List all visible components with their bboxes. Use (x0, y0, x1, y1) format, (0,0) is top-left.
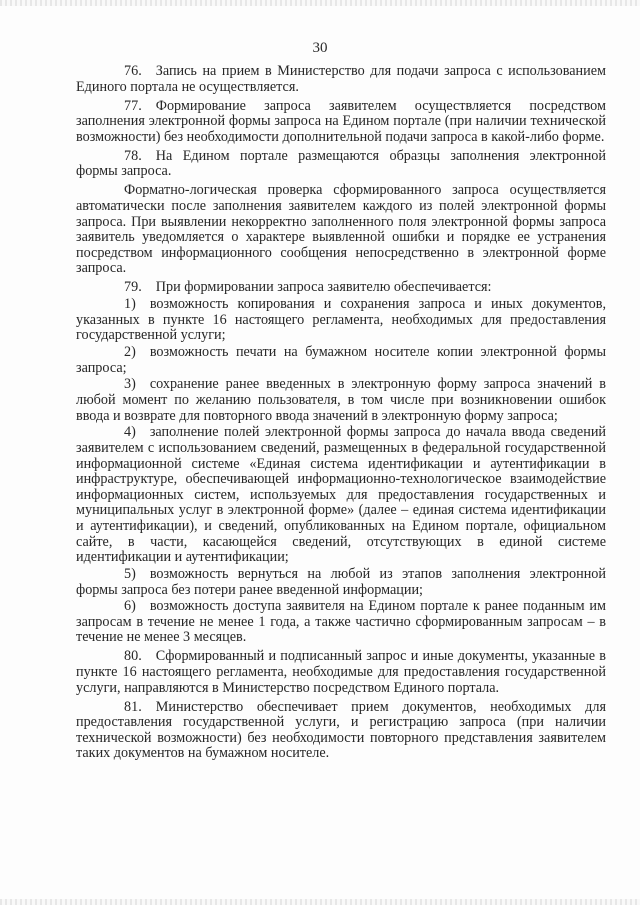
list-item-number: 5) (124, 565, 136, 582)
paragraph-number: 80. (124, 648, 142, 665)
paragraph-text: На Едином портале размещаются образцы заполнения электронной формы запроса. (76, 147, 606, 180)
list-item-2 (76, 345, 606, 376)
list-item-3 (76, 377, 606, 424)
list-item-number: 6) (124, 598, 136, 615)
list-item-text: возможность копирования и сохранения запроса и иных документов, указанных в пункте 16 настоящего регламента, необходимых для предоставления государственной услуги; (76, 296, 606, 344)
list-item-1 (76, 297, 606, 344)
paragraph-number: 79. (124, 279, 142, 296)
paragraph-text: Сформированный и подписанный запрос и иные документы, указанные в пункте 16 настоящего регламента, необходимые для предоставления государственной услуги, направляются в Министерство посредством Единого портала. (76, 648, 606, 696)
document-body (76, 64, 606, 765)
paragraph-text: При формировании запроса заявителю обеспечивается: (155, 279, 492, 296)
scan-edge-top (0, 0, 640, 6)
paragraph-text: Запись на прием в Министерство для подачи запроса с использованием Единого портала не осуществляется. (76, 63, 606, 95)
page-number: 30 (312, 40, 328, 56)
list-item-text: сохранение ранее введенных в электронную форму запроса значений в любой момент по желанию пользователя, в том числе при возникновении ошибок ввода и возврате для повторного ввода значений в электронную форму запроса; (76, 376, 606, 424)
paragraph-76 (76, 64, 606, 95)
paragraph-81 (76, 700, 606, 762)
paragraph-format-check (76, 183, 606, 277)
list-item-text: заполнение полей электронной формы запроса до начала ввода сведений заявителем с использованием сведений, размещенных в федеральной государственной информационной системе «Единая система идентификации и аутентификации в инфраструктуре, обеспечивающей информационно-технологическое взаимодействие информационных систем, используемых для предоставления государственных и муниципальных услуг в электронной форме» (далее – единая система идентификации и аутентификации), и сведений, опубликованных на Едином портале, официальном сайте, в части, касающейся сведений, отсутствующих в единой системе идентификации и аутентификации; (76, 424, 606, 566)
list-item-number: 2) (124, 344, 136, 361)
scan-edge-bottom (0, 899, 640, 905)
paragraph-number: 77. (124, 97, 142, 114)
paragraph-number: 81. (124, 698, 142, 715)
list-item-text: возможность вернуться на любой из этапов заполнения электронной формы запроса без потери ранее введенной информации; (76, 565, 606, 598)
paragraph-text: Формирование запроса заявителем осуществляется посредством заполнения электронной формы запроса на Едином портале (при наличии технической возможности) без необходимости дополнительной подачи запроса в какой-либо форме. (76, 97, 606, 145)
list-item-number: 4) (124, 424, 136, 441)
paragraph-80 (76, 649, 606, 696)
paragraph-79 (76, 280, 606, 296)
list-item-5 (76, 567, 606, 598)
paragraph-text: Министерство обеспечивает прием документов, необходимых для предоставления государственной услуги, и регистрацию запроса (при наличии технической возможности) без необходимости повторного представления заявителем таких документов на бумажном носителе. (76, 698, 606, 762)
paragraph-number: 78. (124, 147, 142, 164)
paragraph-78 (76, 149, 606, 180)
list-item-text: возможность доступа заявителя на Едином портале к ранее поданным им запросам в течение не менее 1 года, а также частично сформированным запросам – в течение не менее 3 месяцев. (76, 598, 606, 646)
list-item-6 (76, 599, 606, 646)
paragraph-text: Форматно-логическая проверка сформированного запроса осуществляется автоматически после заполнения заявителем каждого из полей электронной формы запроса. При выявлении некорректно заполненного поля электронной формы запроса заявитель уведомляется о характере выявленной ошибки и порядке ее устранения посредством информационного сообщения непосредственно в электронной форме запроса. (76, 182, 606, 277)
list-item-text: возможность печати на бумажном носителе копии электронной формы запроса; (76, 344, 606, 376)
list-item-number: 1) (124, 296, 136, 313)
list-item-4 (76, 425, 606, 565)
paragraph-77 (76, 99, 606, 146)
list-item-number: 3) (124, 376, 136, 393)
paragraph-number: 76. (124, 63, 142, 79)
